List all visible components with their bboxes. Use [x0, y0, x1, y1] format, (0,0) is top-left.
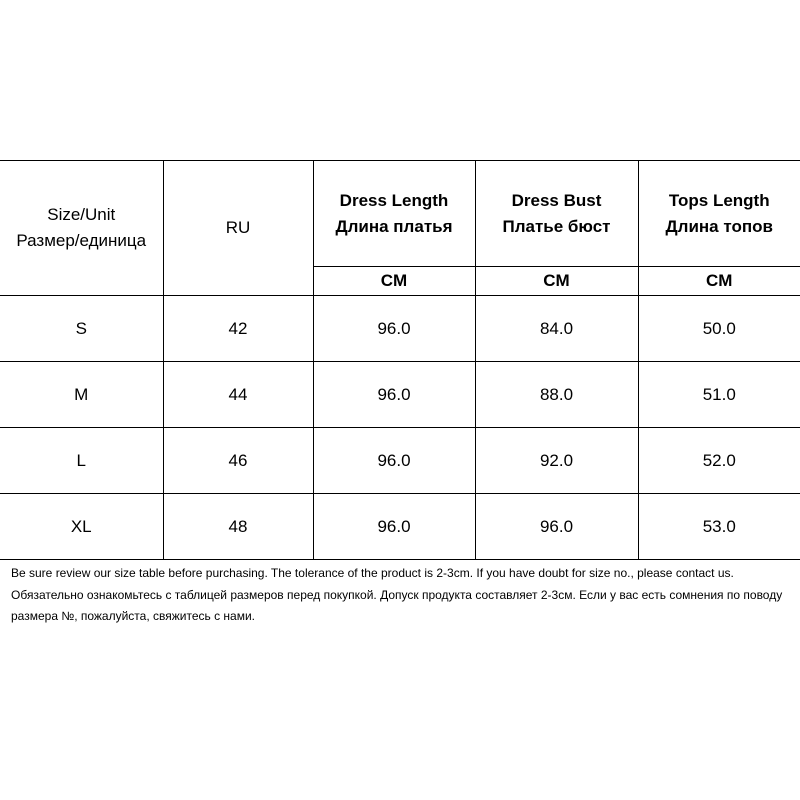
unit-dress-bust: CM — [475, 267, 638, 296]
header-tops-length-en: Tops Length — [668, 190, 770, 210]
row-ru: 46 — [163, 428, 313, 494]
table-row — [0, 296, 800, 362]
row-dress-length: 96.0 — [313, 494, 475, 560]
header-tops-length — [638, 161, 800, 267]
row-size: XL — [0, 494, 163, 560]
header-dress-bust — [475, 161, 638, 267]
size-table — [0, 160, 800, 560]
row-dress-bust: 88.0 — [475, 362, 638, 428]
unit-tops-length: CM — [638, 267, 800, 296]
table-row — [0, 428, 800, 494]
table-row — [0, 362, 800, 428]
header-ru: RU — [163, 161, 313, 296]
row-dress-length: 96.0 — [313, 428, 475, 494]
row-ru: 42 — [163, 296, 313, 362]
header-size-unit-ru: Размер/единица — [16, 231, 147, 250]
header-dress-length-en: Dress Length — [339, 190, 449, 210]
row-tops-length: 53.0 — [638, 494, 800, 560]
row-size: S — [0, 296, 163, 362]
header-dress-bust-en: Dress Bust — [511, 190, 602, 210]
row-dress-length: 96.0 — [313, 362, 475, 428]
row-size: L — [0, 428, 163, 494]
header-size-unit — [0, 161, 163, 296]
row-dress-bust: 92.0 — [475, 428, 638, 494]
header-dress-length — [313, 161, 475, 267]
row-tops-length: 51.0 — [638, 362, 800, 428]
header-tops-length-ru: Длина топов — [665, 216, 773, 236]
row-tops-length: 50.0 — [638, 296, 800, 362]
table-row — [0, 494, 800, 560]
row-dress-length: 96.0 — [313, 296, 475, 362]
row-size: M — [0, 362, 163, 428]
unit-dress-length: CM — [313, 267, 475, 296]
size-note-ru: Обязательно ознакомьтесь с таблицей размеров перед покупкой. Допуск продукта составляет 2-3см. Если у вас есть сомнения по поводу размера №, пожалуйста, свяжитесь с нами. — [11, 587, 783, 623]
row-dress-bust: 84.0 — [475, 296, 638, 362]
header-dress-length-ru: Длина платья — [335, 216, 453, 236]
row-ru: 44 — [163, 362, 313, 428]
row-dress-bust: 96.0 — [475, 494, 638, 560]
row-ru: 48 — [163, 494, 313, 560]
header-dress-bust-ru: Платье бюст — [502, 216, 611, 236]
row-tops-length: 52.0 — [638, 428, 800, 494]
size-note-en: Be sure review our size table before purchasing. The tolerance of the product is 2-3cm. If you have doubt for size no., please contact us. — [11, 566, 734, 580]
header-size-unit-en: Size/Unit — [47, 205, 116, 224]
size-note — [11, 563, 796, 628]
